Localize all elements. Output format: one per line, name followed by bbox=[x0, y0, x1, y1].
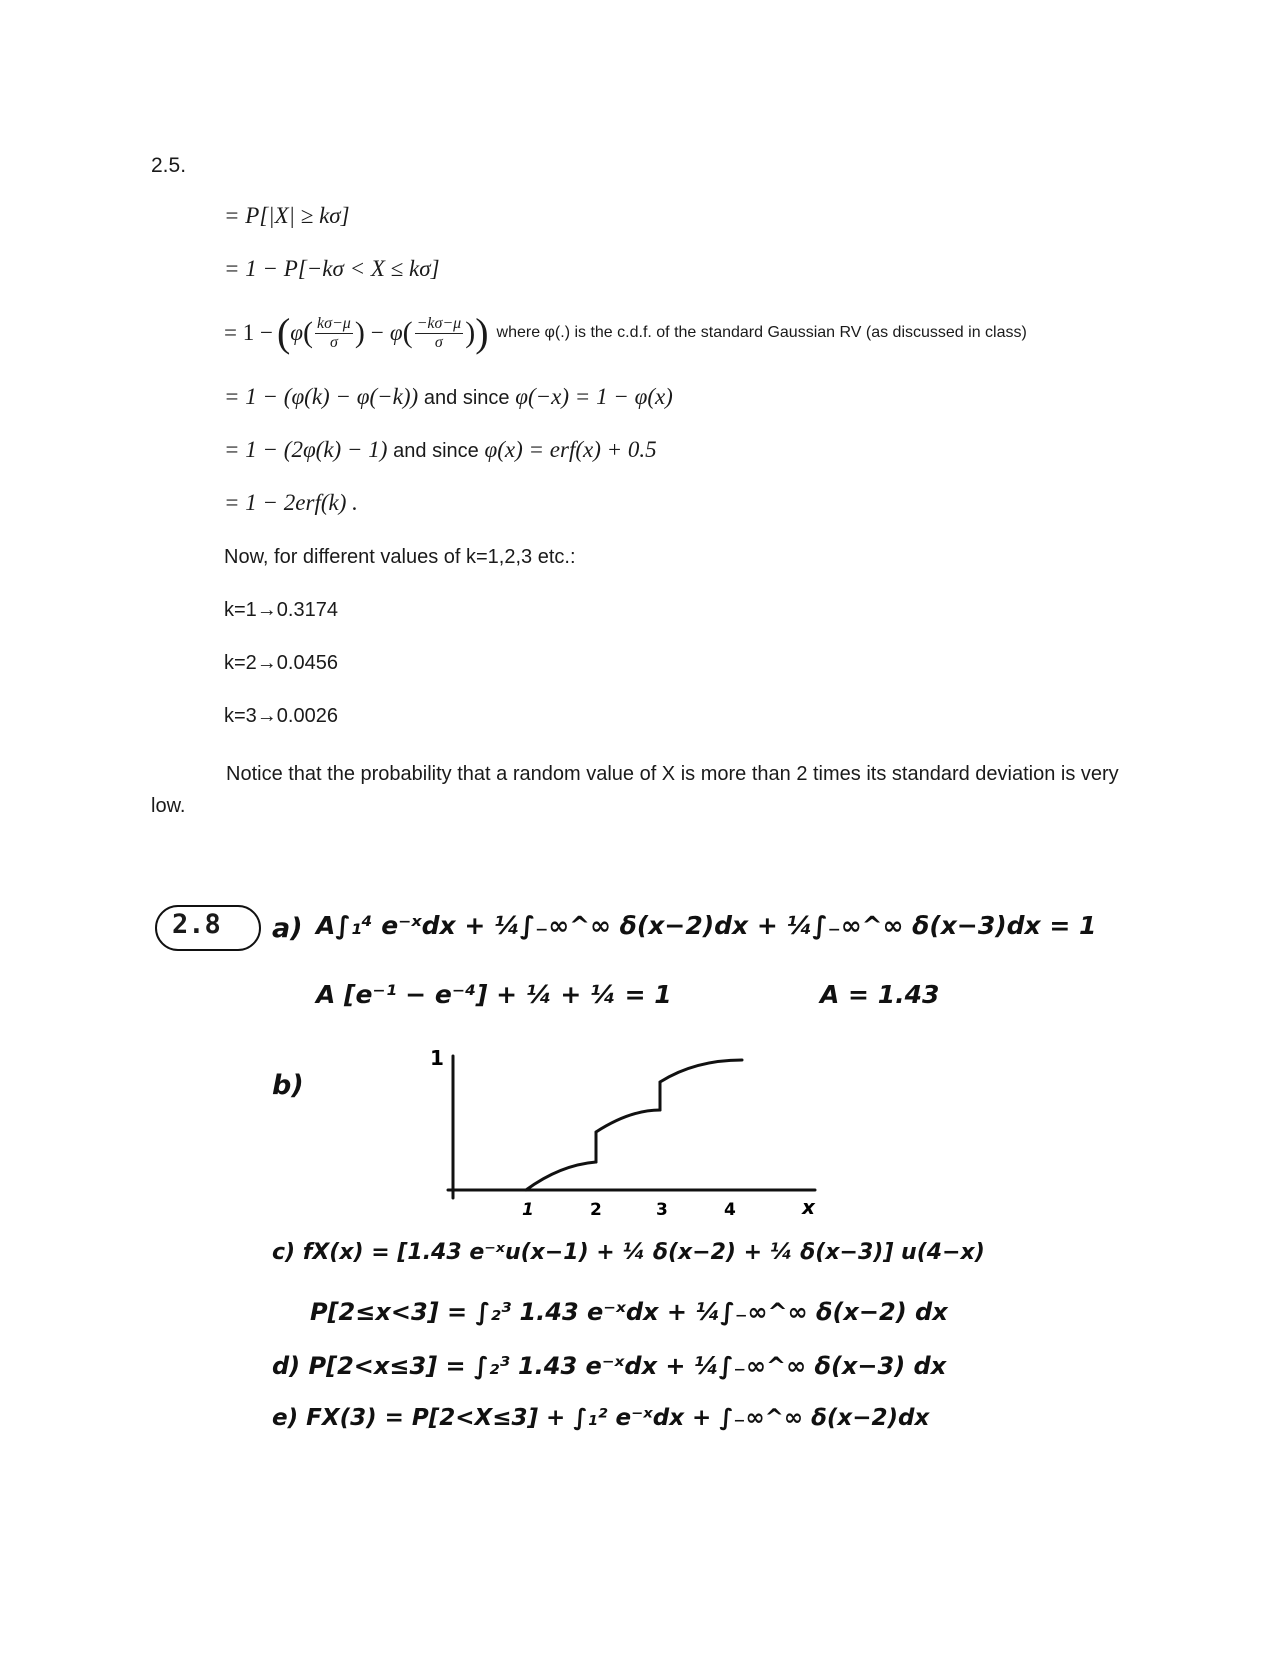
now-text: Now, for different values of k=1,2,3 etc.: bbox=[224, 546, 576, 568]
part-a-result: A = 1.43 bbox=[820, 980, 940, 1009]
part-c-line-1: c) fX(x) = [1.43 e⁻ˣu(x−1) + ¼ δ(x−2) + ¼ δ(x−3)] u(4−x) bbox=[272, 1240, 985, 1265]
result-k2: k=2→0.0456 bbox=[224, 652, 338, 674]
part-b-label: b) bbox=[272, 1070, 304, 1101]
equation-line-1: = P[|X| ≥ kσ] bbox=[224, 203, 350, 228]
equation-line-2: = 1 − P[−kσ < X ≤ kσ] bbox=[224, 256, 440, 281]
part-e-line: e) FX(3) = P[2<X≤3] + ∫₁² e⁻ˣdx + ∫₋∞^∞ δ(x−2)dx bbox=[272, 1405, 930, 1431]
fraction-1 bbox=[315, 315, 353, 352]
fraction-2-numerator: −kσ−μ bbox=[416, 314, 462, 332]
x-tick-1: 1 bbox=[522, 1200, 534, 1220]
cdf-curve bbox=[453, 1060, 742, 1190]
cdf-segment-3-4 bbox=[660, 1060, 742, 1110]
x-tick-4: 4 bbox=[724, 1200, 736, 1220]
result-k3: k=3→0.0026 bbox=[224, 705, 338, 727]
cdf-segment-1-2 bbox=[526, 1162, 596, 1190]
part-a-line-2: A [e⁻¹ − e⁻⁴] + ¼ + ¼ = 1 bbox=[316, 980, 672, 1009]
fraction-1-denominator: σ bbox=[329, 333, 338, 351]
part-d-line: d) P[2<x≤3] = ∫₂³ 1.43 e⁻ˣdx + ¼∫₋∞^∞ δ(x−3) dx bbox=[272, 1352, 947, 1380]
close-paren-inner: ) bbox=[354, 316, 365, 349]
minus-sign: − bbox=[370, 320, 384, 345]
eq5-math2: φ(x) = erf(x) + 0.5 bbox=[484, 437, 657, 462]
y-tick-1: 1 bbox=[430, 1046, 444, 1070]
eq3-prefix: = 1 − bbox=[224, 320, 273, 345]
eq5-text: and since bbox=[393, 440, 479, 462]
open-paren: ( bbox=[276, 310, 291, 355]
eq5-math: = 1 − (2φ(k) − 1) bbox=[224, 437, 388, 462]
phi-symbol-2: φ bbox=[389, 320, 403, 345]
open-paren-inner-2: ( bbox=[402, 316, 413, 349]
fraction-2-denominator: σ bbox=[434, 333, 443, 351]
phi-symbol: φ bbox=[290, 320, 304, 345]
part-c-line-2: P[2≤x<3] = ∫₂³ 1.43 e⁻ˣdx + ¼∫₋∞^∞ δ(x−2) dx bbox=[310, 1298, 948, 1326]
equation-line-5 bbox=[224, 437, 657, 463]
close-paren: ) bbox=[475, 310, 489, 355]
phi-note: where φ(.) is the c.d.f. of the standard Gaussian RV (as discussed in class) bbox=[496, 324, 1027, 341]
equation-line-4 bbox=[224, 384, 673, 410]
x-tick-3: 3 bbox=[656, 1200, 668, 1220]
part-a-line-1: A∫₁⁴ e⁻ˣdx + ¼∫₋∞^∞ δ(x−2)dx + ¼∫₋∞^∞ δ(x−3)dx = 1 bbox=[316, 911, 1097, 940]
cdf-segment-2-3 bbox=[596, 1110, 660, 1162]
close-paren-inner-2: ) bbox=[465, 316, 476, 349]
part-a-label: a) bbox=[272, 913, 303, 944]
eq4-text: and since bbox=[423, 387, 510, 409]
graph-axes bbox=[448, 1056, 815, 1198]
equation-line-3 bbox=[224, 308, 1027, 358]
fraction-1-numerator: kσ−μ bbox=[317, 314, 351, 332]
open-paren-inner: ( bbox=[303, 316, 314, 349]
eq4-math: = 1 − (φ(k) − φ(−k)) bbox=[224, 384, 419, 409]
eq4-math2: φ(−x) = 1 − φ(x) bbox=[515, 384, 673, 409]
result-k1: k=1→0.3174 bbox=[224, 599, 338, 621]
notice-paragraph: Notice that the probability that a random value of X is more than 2 times its standard deviation is very low. bbox=[151, 763, 1119, 817]
x-axis-label: x bbox=[802, 1195, 815, 1219]
section-label-2-5: 2.5. bbox=[151, 154, 187, 177]
cdf-graph bbox=[420, 1040, 840, 1220]
equation-line-6: = 1 − 2erf(k) . bbox=[224, 490, 358, 515]
x-tick-2: 2 bbox=[590, 1200, 602, 1220]
section-label-2-8: 2.8 bbox=[172, 909, 221, 940]
fraction-2 bbox=[415, 315, 464, 352]
